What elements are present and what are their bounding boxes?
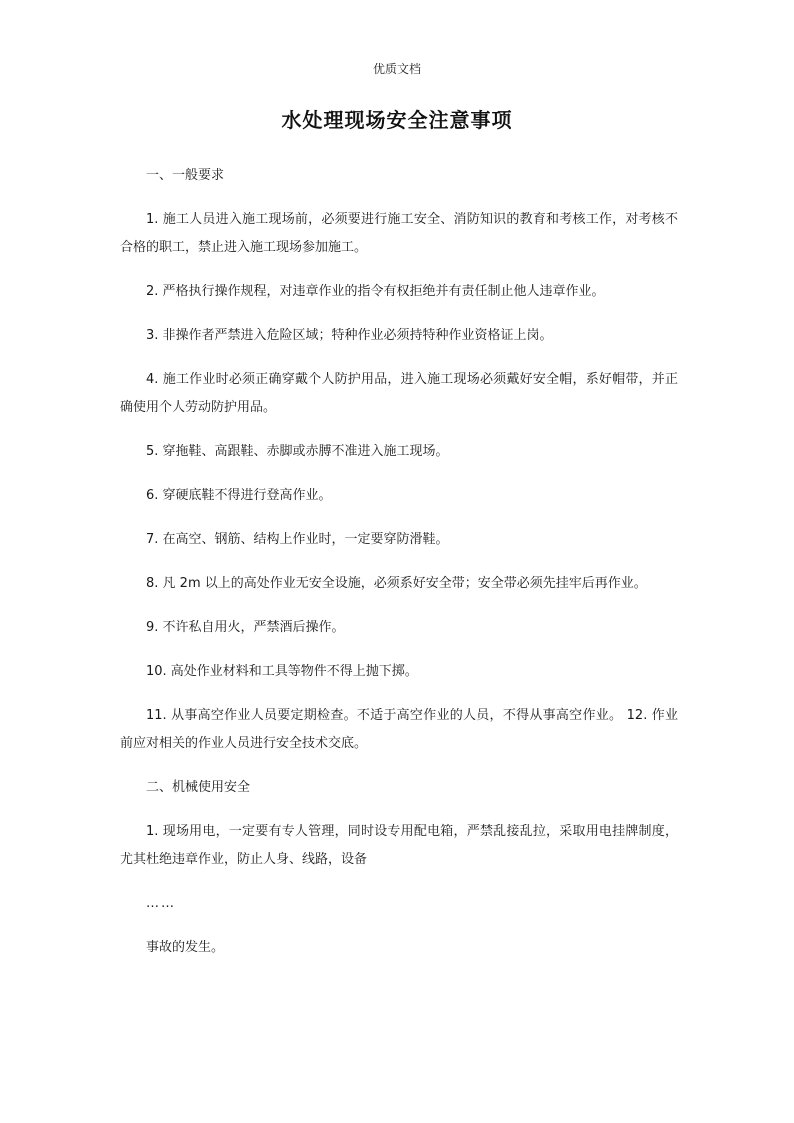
document-body (120, 162, 678, 978)
list-item: 2. 严格执行操作规程，对违章作业的指令有权拒绝并有责任制止他人违章作业。 (146, 284, 605, 299)
closing-text: 事故的发生。 (146, 940, 225, 955)
list-item: 10. 高处作业材料和工具等物件不得上抛下掷。 (146, 664, 418, 679)
list-item: 3. 非操作者严禁进入危险区域；特种作业必须持特种作业资格证上岗。 (146, 328, 553, 343)
ellipsis-text: …… (146, 896, 176, 911)
list-item: 6. 穿硬底鞋不得进行登高作业。 (146, 488, 332, 503)
page-header: 优质文档 (372, 62, 421, 76)
list-item: 9. 不许私自用火，严禁酒后操作。 (146, 620, 345, 635)
list-item: 4. 施工作业时必须正确穿戴个人防护用品，进入施工现场必须戴好安全帽，系好帽带，并正确使用个人劳动防护用品。 (120, 372, 678, 415)
list-item: 8. 凡 2m 以上的高处作业无安全设施，必须系好安全带；安全带必须先挂牢后再作业。 (146, 576, 647, 591)
list-item: 1. 现场用电，一定要有专人管理，同时设专用配电箱，严禁乱接乱拉，采取用电挂牌制度，尤其杜绝违章作业，防止人身、线路，设备 (120, 824, 678, 867)
document-title: 水处理现场安全注意事项 (281, 108, 513, 132)
section-heading-general: 一、一般要求 (146, 168, 225, 183)
list-item: 7. 在高空、钢筋、结构上作业时，一定要穿防滑鞋。 (146, 532, 449, 547)
section-heading-machinery: 二、机械使用安全 (146, 780, 251, 795)
list-item: 5. 穿拖鞋、高跟鞋、赤脚或赤膊不准进入施工现场。 (146, 444, 449, 459)
list-item: 11. 从事高空作业人员要定期检查。不适于高空作业的人员，不得从事高空作业。 12. 作业前应对相关的作业人员进行安全技术交底。 (120, 708, 678, 751)
list-item: 1. 施工人员进入施工现场前，必须要进行施工安全、消防知识的教育和考核工作，对考核不合格的职工，禁止进入施工现场参加施工。 (120, 212, 678, 255)
